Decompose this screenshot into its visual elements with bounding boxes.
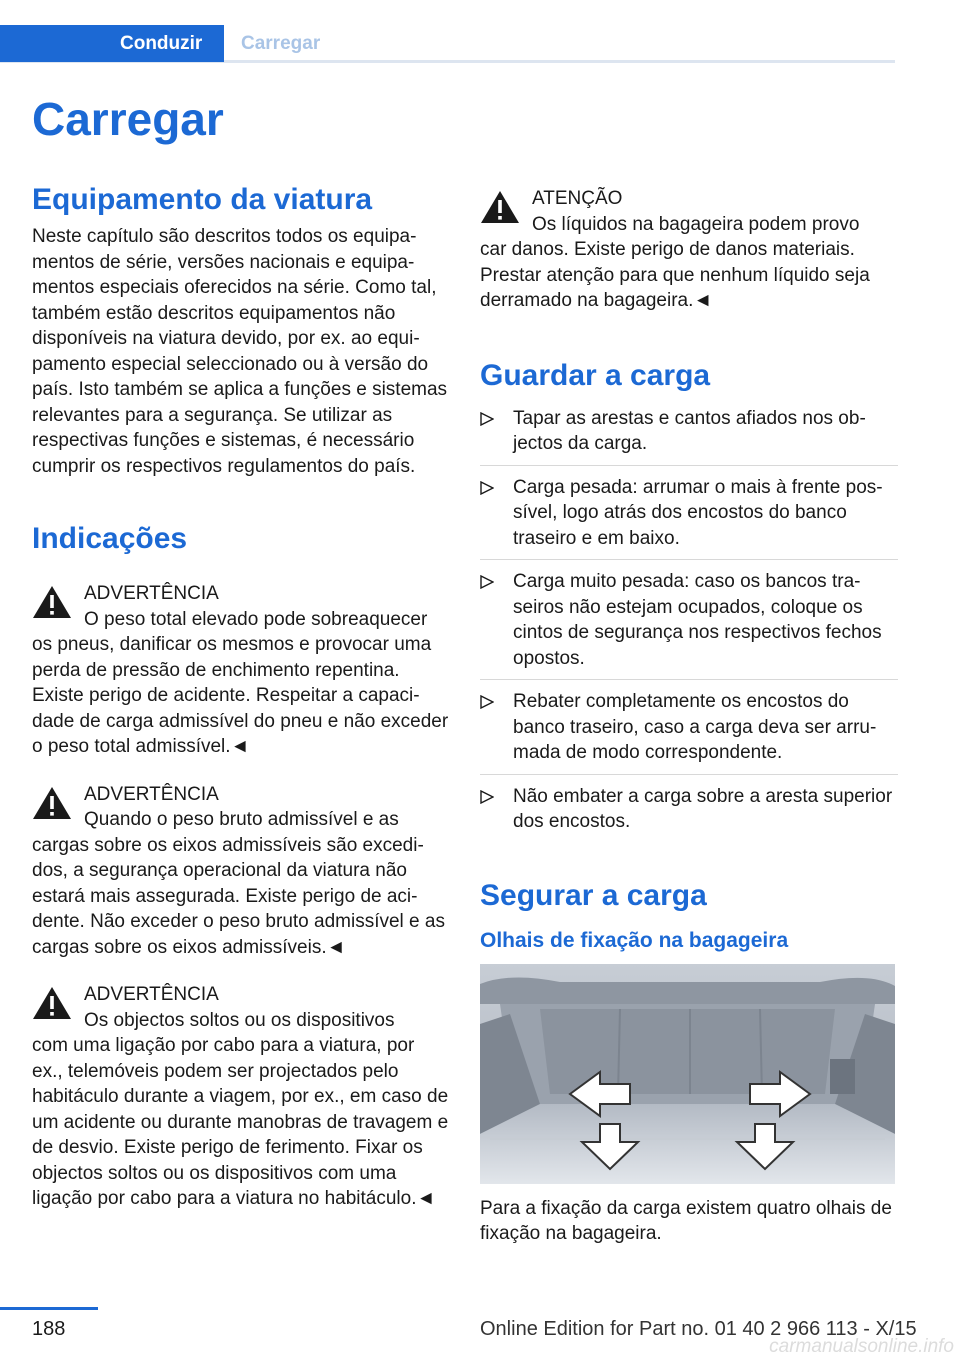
warning-text-first: Quando o peso bruto admissível e as	[84, 809, 399, 830]
heading-indicacoes: Indicações	[32, 522, 188, 555]
page-title: Carregar	[32, 93, 224, 145]
watermark: carmanualsonline.info	[769, 1336, 954, 1357]
edition-text: Online Edition for Part no. 01 40 2 966 113 - X/15	[480, 1318, 917, 1340]
triangle-bullet-icon	[480, 790, 494, 804]
page-number: 188	[32, 1318, 66, 1340]
attention-text: car danos. Existe perigo de danos materiais. Prestar atenção para que nenhum líquido seja derramado na bagageira.◄	[480, 239, 870, 311]
warning-triangle-icon	[32, 585, 72, 619]
warning-triangle-icon	[32, 986, 72, 1020]
list-item	[480, 569, 898, 680]
warning-block	[32, 982, 450, 1212]
attention-label: ATENÇÃO	[532, 188, 623, 209]
right-column	[480, 180, 898, 1247]
left-column	[32, 180, 450, 1212]
footer-line	[0, 1307, 98, 1310]
warning-label: ADVERTÊNCIA	[84, 583, 219, 604]
warning-label: ADVERTÊNCIA	[84, 783, 219, 805]
warning-block	[32, 782, 450, 961]
list-item-text: Carga muito pesada: caso os bancos traseiros não estejam ocupados, coloque os cintos de segurança nos respectivos fechos opostos.	[513, 571, 882, 669]
warning-text: com uma ligação por cabo para a viatura, por ex., telemóveis podem ser projectados pelo habitáculo durante a viagem, por ex., em caso de um acidente ou durante manobras de travagem e de desvio. Existe perigo de ferimento. Fixar os objectos soltos ou os dispositivos com uma ligação por cabo para a viatura no habitáculo.◄	[32, 1035, 449, 1209]
heading-guardar-carga: Guardar a carga	[480, 358, 711, 392]
attention-text-first: Os líquidos na bagageira podem provo	[532, 213, 860, 235]
list-item-text: Rebater completamente os encostos do banco traseiro, caso a carga deva ser arrumada de modo correspondente.	[513, 691, 877, 763]
list-item	[480, 689, 898, 775]
warning-text-first: Os objectos soltos ou os dispositivos	[84, 1009, 395, 1031]
warning-triangle-icon	[480, 190, 520, 224]
list-item	[480, 475, 898, 561]
list-item	[480, 406, 898, 466]
list-item	[480, 784, 898, 843]
list-item-text: Não embater a carga sobre a aresta superior dos encostos.	[513, 785, 893, 832]
triangle-bullet-icon	[480, 575, 494, 589]
trunk-caption: Para a fixação da carga existem quatro olhais de fixação na bagageira.	[480, 1197, 892, 1244]
list-item-text: Tapar as arestas e cantos afiados nos objectos da carga.	[513, 407, 866, 454]
heading-segurar-carga: Segurar a carga	[480, 878, 707, 912]
warning-text: cargas sobre os eixos admissíveis são excedidos, a segurança operacional da viatura não estará mais assegurada. Existe perigo de acidente. Não exceder o peso bruto admissível e as cargas sobre os eixos admissíveis.◄	[32, 834, 445, 958]
heading-equipamento: Equipamento da viatura	[32, 183, 373, 216]
triangle-bullet-icon	[480, 695, 494, 709]
attention-block	[480, 186, 898, 314]
list-item-text: Carga pesada: arrumar o mais à frente possível, logo atrás dos encostos do banco traseiro e em baixo.	[513, 476, 883, 549]
warning-block	[32, 581, 450, 760]
triangle-bullet-icon	[480, 481, 494, 495]
warning-text-first: O peso total elevado pode sobreaquecer	[84, 608, 428, 630]
warning-triangle-icon	[32, 786, 72, 820]
equipamento-paragraph: Neste capítulo são descritos todos os equipamentos de série, versões nacionais e equipamentos especiais oferecidos na série. Como tal, também estão descritos equipamentos não disponíveis na viatura devido, por ex. ao equipamento especial seleccionado ou à versão do país. Isto também se aplica a funções e sistemas relevantes para a segurança. Se utilizar as respectivas funções e sistemas, é necessário cumprir os respectivos regulamentos do país.	[32, 226, 448, 477]
triangle-bullet-icon	[480, 412, 494, 426]
warning-text: os pneus, danificar os mesmos e provocar uma perda de pressão de enchimento repentina. Existe perigo de acidente. Respeitar a capacidade de carga admissível do pneu e não exceder o peso total admissível.◄	[32, 634, 449, 757]
warning-label: ADVERTÊNCIA	[84, 984, 219, 1005]
trunk-illustration	[480, 964, 895, 1184]
guardar-carga-list	[480, 406, 898, 843]
tab-conduzir[interactable]: Conduzir	[0, 25, 224, 62]
chapter-tabbar	[0, 25, 895, 62]
subheading-olhais: Olhais de fixação na bagageira	[480, 928, 789, 952]
tab-carregar[interactable]: Carregar	[241, 33, 321, 54]
